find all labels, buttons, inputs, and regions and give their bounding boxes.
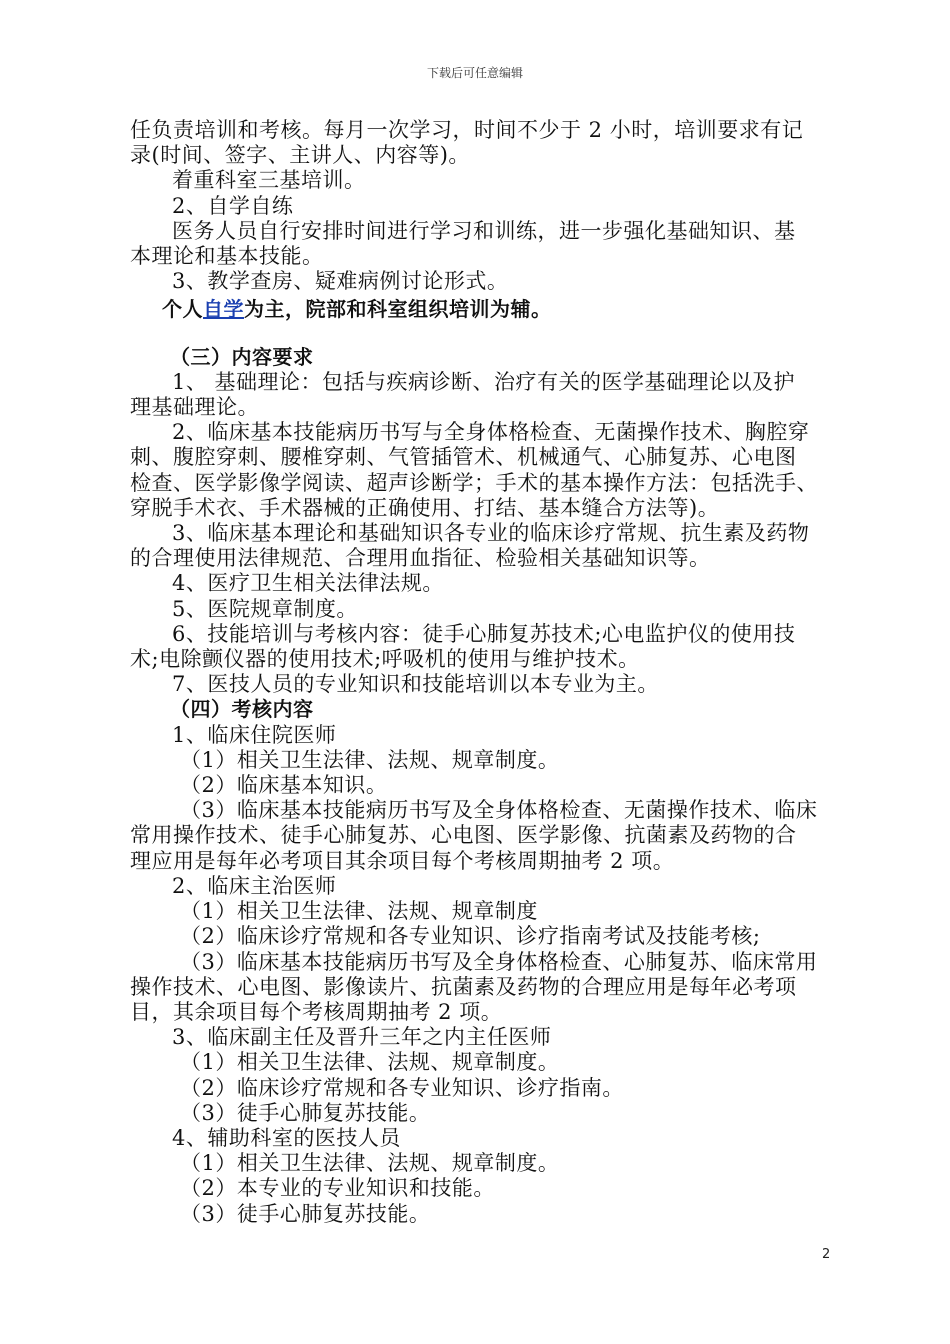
summary-line — [130, 297, 830, 322]
text-line: 医务人员自行安排时间进行学习和训练，进一步强化基础知识、基 — [172, 218, 796, 243]
page-header: 下载后可任意编辑 — [426, 66, 523, 80]
page-number: 2 — [822, 1247, 831, 1262]
text-line: 术;电除颤仪器的使用技术;呼吸机的使用与维护技术。 — [130, 647, 640, 672]
text-line: 理应用是每年必考项目其余项目每个考核周期抽考 2 项。 — [130, 848, 675, 873]
summary-suffix: 为主，院部和科室组织培训为辅。 — [244, 297, 552, 322]
text-line: 录(时间、签字、主讲人、内容等)。 — [130, 143, 470, 168]
text-line: 1、临床住院医师 — [172, 722, 337, 747]
text-line: （1）相关卫生法律、法规、规章制度 — [180, 899, 538, 924]
text-line: 检查、医学影像学阅读、超声诊断学；手术的基本操作方法：包括洗手、 — [130, 470, 818, 495]
text-line: （1）相关卫生法律、法规、规章制度。 — [180, 747, 560, 772]
document-body — [130, 118, 830, 1227]
text-line: 3、临床副主任及晋升三年之内主任医师 — [172, 1025, 552, 1050]
text-line: 2、临床主治医师 — [172, 873, 337, 898]
summary-prefix: 个人 — [162, 297, 203, 322]
text-line: 本理论和基本技能。 — [130, 244, 324, 269]
text-line: （3）徒手心肺复苏技能。 — [180, 1201, 431, 1226]
text-line: 理基础理论。 — [130, 395, 259, 420]
text-line: 2、自学自练 — [172, 193, 294, 218]
text-line: 的合理使用法律规范、合理用血指征、检验相关基础知识等。 — [130, 546, 711, 571]
text-line: 4、辅助科室的医技人员 — [172, 1125, 401, 1150]
text-line: 常用操作技术、徒手心肺复苏、心电图、医学影像、抗菌素及药物的合 — [130, 823, 797, 848]
text-line: 着重科室三基培训。 — [172, 168, 366, 193]
text-line: 7、医技人员的专业知识和技能培训以本专业为主。 — [172, 672, 659, 697]
spacer — [130, 323, 830, 345]
text-line: 6、技能培训与考核内容：徒手心肺复苏技术;心电监护仪的使用技 — [172, 621, 796, 646]
text-line: 2、临床基本技能病历书写与全身体格检查、无菌操作技术、胸腔穿 — [172, 420, 810, 445]
text-line: 3、教学查房、疑难病例讨论形式。 — [172, 269, 509, 294]
text-line: （2）临床诊疗常规和各专业知识、诊疗指南。 — [180, 1075, 624, 1100]
text-line: （2）临床基本知识。 — [180, 773, 388, 798]
text-line: 5、医院规章制度。 — [172, 596, 358, 621]
text-line: 3、临床基本理论和基础知识各专业的临床诊疗常规、抗生素及药物 — [172, 521, 810, 546]
text-line: 1、 基础理论：包括与疾病诊断、治疗有关的医学基础理论以及护 — [172, 369, 796, 394]
text-line: （2）临床诊疗常规和各专业知识、诊疗指南考试及技能考核; — [180, 924, 761, 949]
text-line: 目，其余项目每个考核周期抽考 2 项。 — [130, 999, 503, 1024]
text-line: 任负责培训和考核。每月一次学习，时间不少于 2 小时，培训要求有记 — [130, 118, 804, 142]
section-heading-content-requirements: （三）内容要求 — [170, 344, 314, 369]
section-heading-assessment-content: （四）考核内容 — [170, 697, 314, 722]
text-line: 操作技术、心电图、影像读片、抗菌素及药物的合理应用是每年必考项 — [130, 974, 797, 999]
text-line: （3）徒手心肺复苏技能。 — [180, 1100, 431, 1125]
text-line: （3）临床基本技能病历书写及全身体格检查、无菌操作技术、临床 — [180, 798, 818, 823]
text-line: （1）相关卫生法律、法规、规章制度。 — [180, 1050, 560, 1075]
text-line: （3）临床基本技能病历书写及全身体格检查、心肺复苏、临床常用 — [180, 949, 818, 974]
text-line: （1）相关卫生法律、法规、规章制度。 — [180, 1151, 560, 1176]
self-study-link[interactable]: 自学 — [203, 297, 244, 322]
text-line: （2）本专业的专业知识和技能。 — [180, 1176, 495, 1201]
text-line: 刺、腹腔穿刺、腰椎穿刺、气管插管术、机械通气、心肺复苏、心电图 — [130, 445, 797, 470]
text-line: 4、医疗卫生相关法律法规。 — [172, 571, 444, 596]
text-line: 穿脱手术衣、手术器械的正确使用、打结、基本缝合方法等)。 — [130, 495, 720, 520]
